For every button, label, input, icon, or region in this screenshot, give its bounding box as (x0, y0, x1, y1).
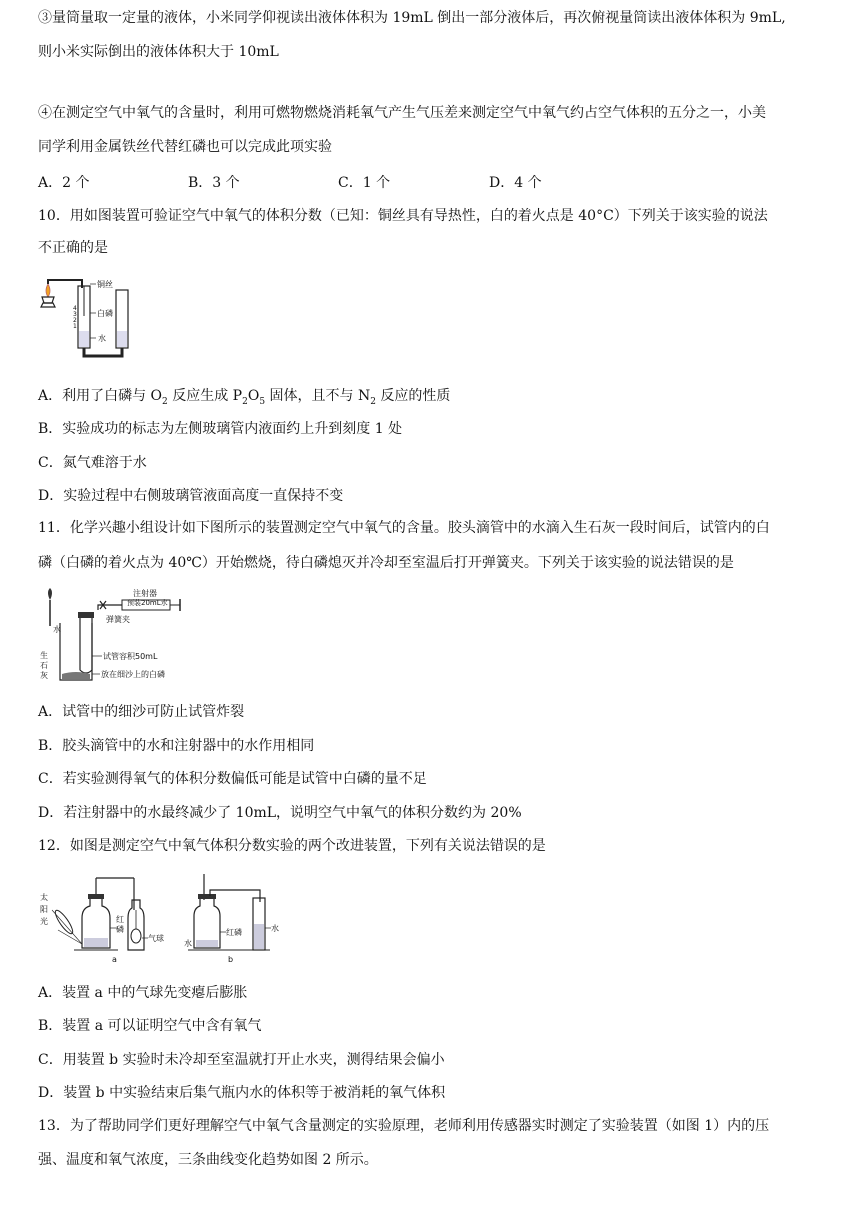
q11-apparatus-figure (36, 588, 216, 688)
q9-option-a: A．2 个 (38, 175, 90, 191)
q9-item3-line1: ③量筒量取一定量的液体，小米同学仰视读出液体体积为 19mL 倒出一部分液体后，再次俯视量筒读出液体体积为 9mL, (38, 10, 786, 26)
label-red-p-a2: 磷 (116, 925, 124, 934)
dropper-icon (48, 588, 52, 600)
scale-3: 3 (73, 311, 77, 318)
q11-option-d: D．若注射器中的水最终减少了 10mL，说明空气中氧气的体积分数约为 20% (38, 805, 522, 821)
label-sun-2: 阳 (40, 905, 48, 914)
balloon-icon (131, 929, 141, 943)
q10-subscript: 2 (242, 396, 248, 407)
q9-item4-line1: ④在测定空气中氧气的含量时，利用可燃物燃烧消耗氧气产生气压差来测定空气中氧气约占空气体积的五分之一，小美 (38, 105, 766, 121)
label-water-left: 水 (184, 939, 192, 948)
label-a: a (112, 955, 117, 964)
beaker (60, 623, 92, 680)
q10-option-a-text: O (247, 388, 260, 404)
scale-1: 1 (73, 323, 77, 330)
label-sun-3: 光 (40, 917, 48, 926)
q12-stem: 12．如图是测定空气中氧气体积分数实验的两个改进装置，下列有关说法错误的是 (38, 838, 546, 854)
label-lime-3: 灰 (40, 671, 48, 680)
label-water-right: 水 (271, 924, 279, 933)
label-syringe: 注射器 (133, 589, 157, 598)
label-b: b (228, 955, 234, 964)
q12-option-d: D．装置 b 中实验结束后集气瓶内水的体积等于被消耗的氧气体积 (38, 1085, 446, 1101)
q9-option-d: D．4 个 (489, 175, 542, 191)
q10-option-a-text: A．利用了白磷与 O (38, 388, 163, 404)
q11-stem-line1: 11．化学兴趣小组设计如下图所示的装置测定空气中氧气的含量。胶头滴管中的水滴入生石灰一段时间后，试管内的白 (38, 520, 770, 536)
alcohol-lamp-icon (41, 284, 55, 307)
q10-apparatus-figure (36, 276, 146, 371)
label-lime-2: 石 (40, 661, 48, 670)
label-red-p-b: 红磷 (226, 928, 242, 937)
label-syringe-water: 预装20mL水 (127, 599, 168, 607)
q10-stem-line2: 不正确的是 (38, 240, 108, 256)
lens-icon (53, 908, 76, 936)
q10-option-a-text: 反应生成 P (167, 388, 243, 404)
q10-option-a (38, 386, 450, 412)
q10-stem-line1: 10．用如图装置可验证空气中氧气的体积分数（已知：铜丝具有导热性，白的着火点是 40°C）下列关于该实验的说法 (38, 208, 768, 224)
scale-2: 2 (73, 317, 77, 324)
label-phosphorus: 放在细沙上的白磷 (101, 670, 165, 679)
q13-stem-line2: 强、温度和氧气浓度，三条曲线变化趋势如图 2 所示。 (38, 1152, 378, 1168)
q11-option-b: B．胶头滴管中的水和注射器中的水作用相同 (38, 738, 315, 754)
label-copper-wire: 铜丝 (97, 280, 113, 289)
label-clamp: 弹簧夹 (106, 615, 130, 624)
q10-option-a-text: 反应的性质 (375, 388, 451, 404)
scale-4: 4 (73, 305, 77, 312)
label-lime-1: 生 (40, 651, 48, 660)
q12-option-a: A．装置 a 中的气球先变瘪后膨胀 (38, 985, 248, 1001)
q10-option-d: D．实验过程中右侧玻璃管液面高度一直保持不变 (38, 488, 344, 504)
q11-stem-line2: 磷（白磷的着火点为 40℃）开始燃烧，待白磷熄灭并冷却至室温后打开弹簧夹。下列关于该实验的说法错误的是 (38, 555, 734, 571)
label-water: 水 (98, 334, 106, 343)
label-sun-1: 太 (40, 893, 48, 902)
q9-item4-line2: 同学利用金属铁丝代替红磷也可以完成此项实验 (38, 139, 332, 155)
label-balloon: 气球 (148, 934, 164, 943)
test-tube (80, 616, 92, 673)
label-red-p-a1: 红 (116, 915, 124, 924)
q9-option-b: B．3 个 (188, 175, 240, 191)
q10-subscript: 2 (162, 396, 168, 407)
q11-option-c: C．若实验测得氧气的体积分数偏低可能是试管中白磷的量不足 (38, 771, 427, 787)
label-tube-volume: 试管容积50mL (103, 652, 158, 661)
q9-item3-line2: 则小米实际倒出的液体体积大于 10mL (38, 44, 279, 60)
q10-subscript: 2 (370, 396, 376, 407)
q10-subscript: 5 (259, 396, 266, 407)
q11-option-a: A．试管中的细沙可防止试管炸裂 (38, 704, 245, 720)
q9-option-c: C．1 个 (338, 175, 391, 191)
q9-options (38, 172, 678, 192)
q10-option-a-text: 固体，且不与 N (265, 388, 371, 404)
q10-option-b: B．实验成功的标志为左侧玻璃管内液面约上升到刻度 1 处 (38, 421, 403, 437)
q12-option-c: C．用装置 b 实验时未冷却至室温就打开止水夹，测得结果会偏小 (38, 1052, 445, 1068)
q12-option-b: B．装置 a 可以证明空气中含有氧气 (38, 1018, 262, 1034)
q10-option-c: C．氮气难溶于水 (38, 455, 147, 471)
label-white-phosphorus: 白磷 (97, 309, 113, 318)
q12-apparatus-figure (38, 870, 283, 966)
q13-stem-line1: 13．为了帮助同学们更好理解空气中氧气含量测定的实验原理，老师利用传感器实时测定了实验装置（如图 1）内的压 (38, 1118, 770, 1134)
label-water: 水 (53, 625, 61, 634)
